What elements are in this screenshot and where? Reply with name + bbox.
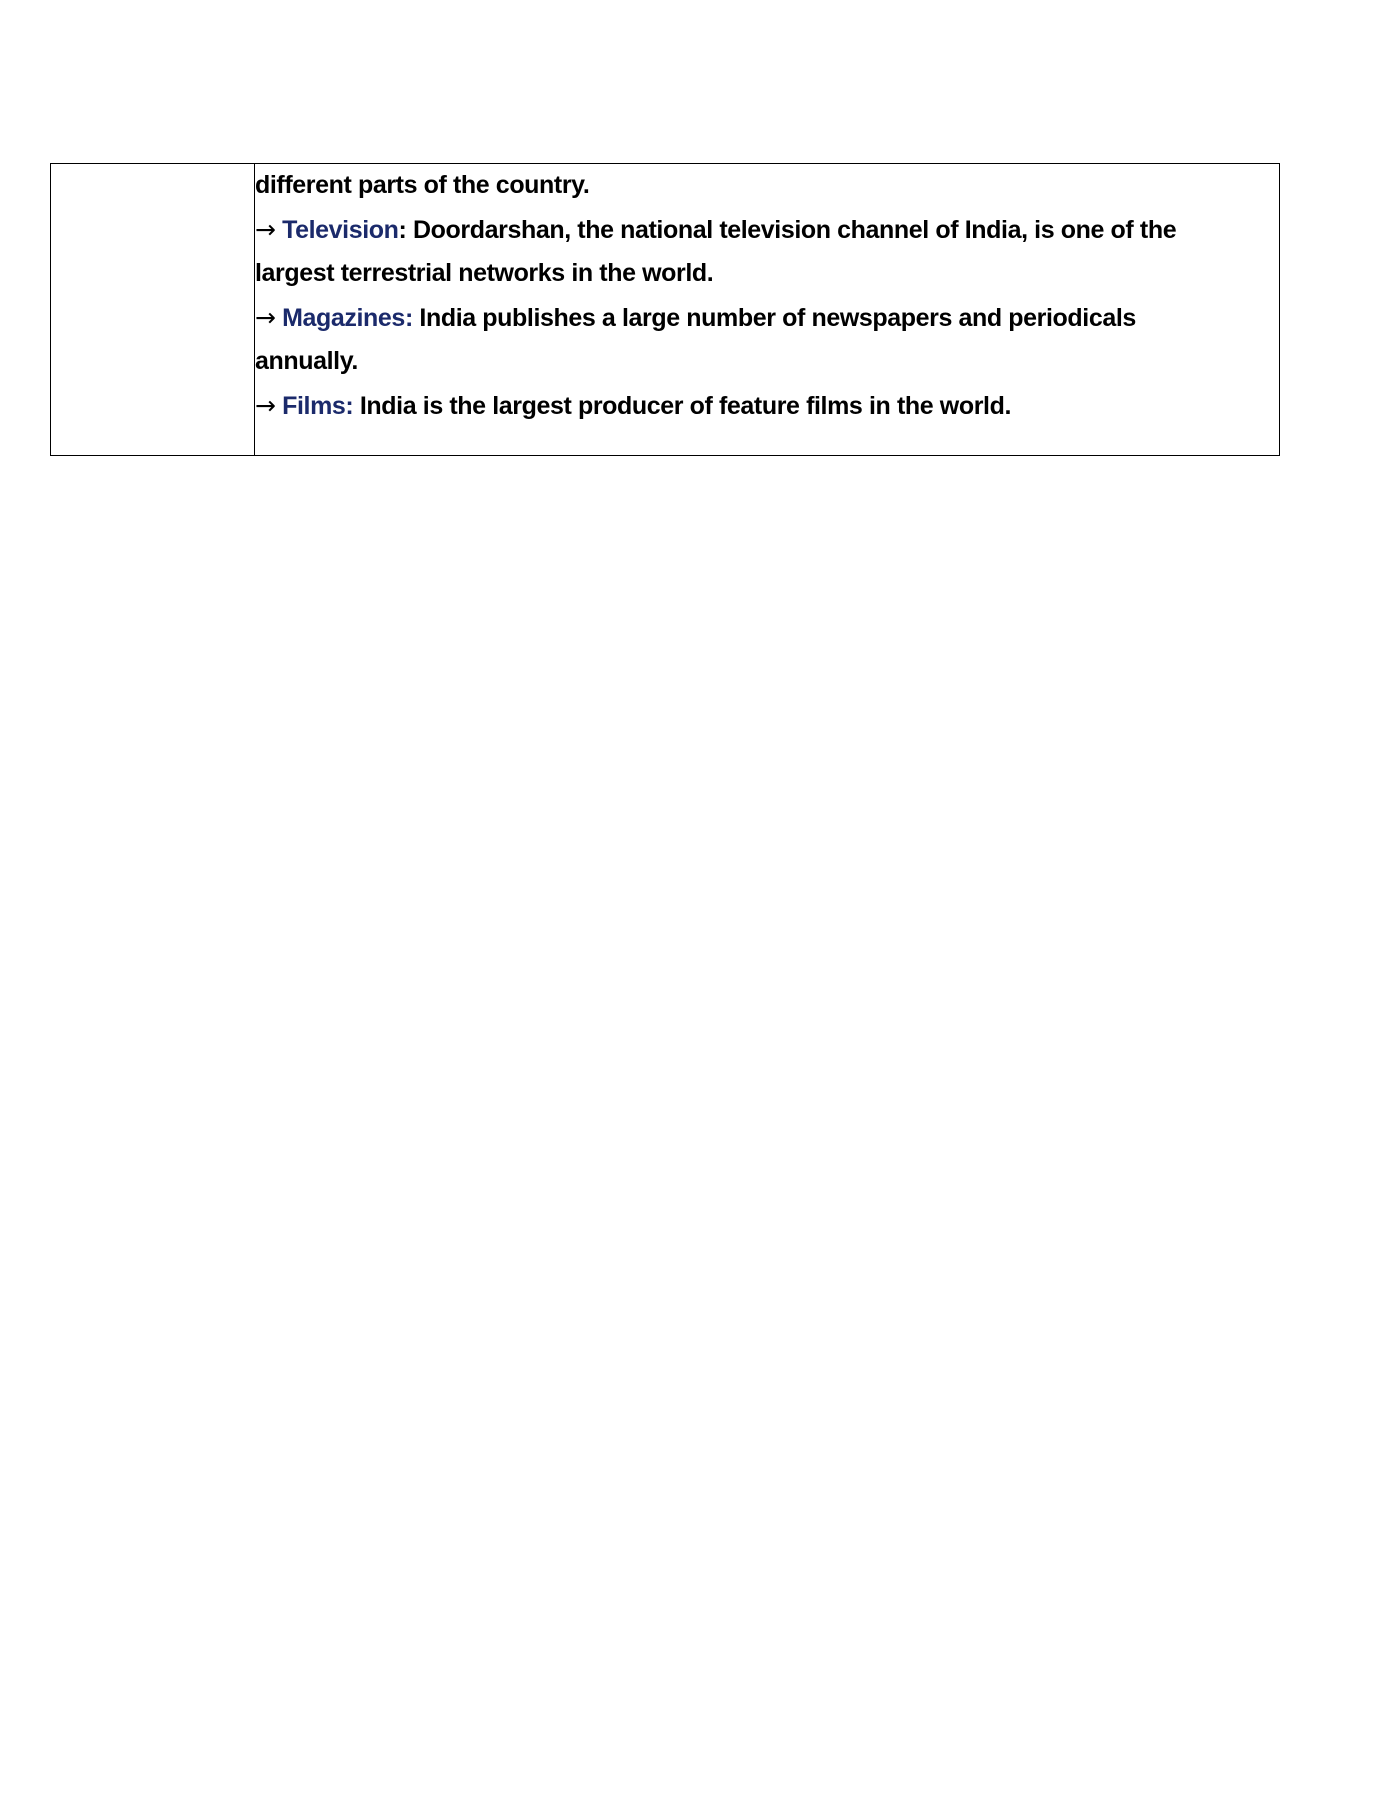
empty-left-cell bbox=[51, 164, 255, 456]
films-text: India is the largest producer of feature films in the world. bbox=[353, 391, 1011, 420]
arrow-right-icon: → bbox=[255, 302, 276, 332]
films-term: Films: bbox=[282, 391, 354, 420]
magazines-term: Magazines: bbox=[282, 303, 413, 332]
magazines-line bbox=[255, 296, 1279, 341]
arrow-right-icon: → bbox=[255, 214, 276, 244]
films-line bbox=[255, 384, 1279, 429]
arrow-right-icon: → bbox=[255, 390, 276, 420]
television-line-2: largest terrestrial networks in the world. bbox=[255, 259, 714, 287]
table-row bbox=[51, 164, 1280, 456]
magazines-text: India publishes a large number of newspapers and periodicals bbox=[412, 303, 1136, 332]
television-colon: : bbox=[398, 215, 407, 244]
television-text: Doordarshan, the national television channel of India, is one of the bbox=[406, 215, 1177, 244]
intro-line: different parts of the country. bbox=[255, 171, 590, 199]
content-cell bbox=[255, 164, 1280, 456]
television-line bbox=[255, 208, 1279, 253]
magazines-line-2: annually. bbox=[255, 347, 358, 375]
television-term: Television bbox=[282, 215, 399, 244]
content-table bbox=[50, 163, 1280, 456]
